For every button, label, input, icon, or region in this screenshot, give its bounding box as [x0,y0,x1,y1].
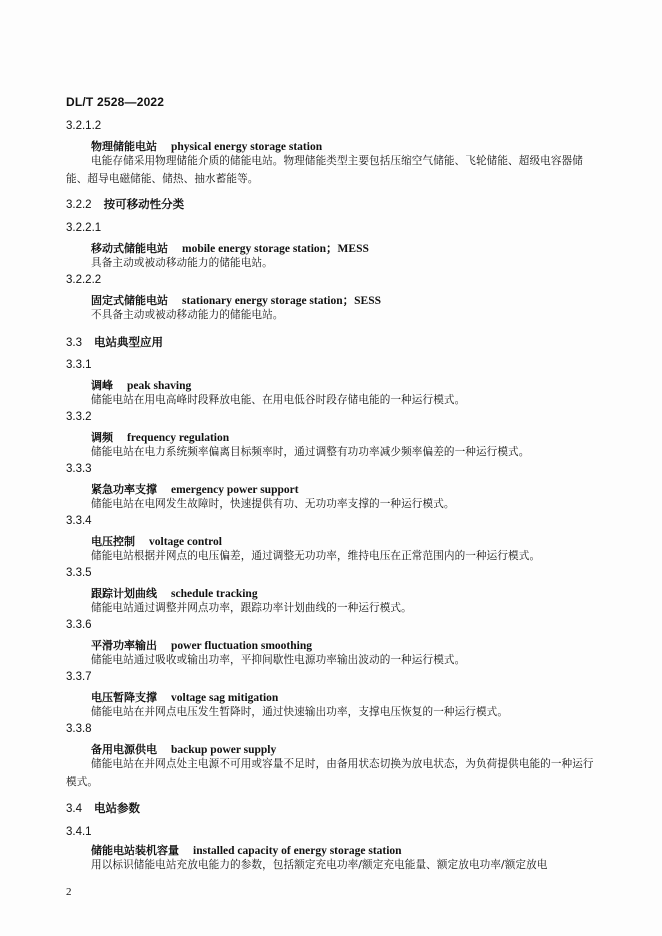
term-definition: 用以标识储能电站充放电能力的参数，包括额定充电功率/额定充电能量、额定放电功率/额定放电 [91,859,548,871]
term-chinese: 固定式储能电站 [91,294,168,307]
term-english: frequency regulation [127,432,230,444]
section-title: 电站典型应用 [94,335,163,349]
clause-number: 3.2.1.2 [66,120,102,132]
term-definition: 具备主动或被动移动能力的储能电站。 [91,257,273,269]
term-definition: 储能电站在电网发生故障时，快速提供有功、无功功率支撑的一种运行模式。 [91,498,455,510]
term-chinese: 备用电源供电 [91,743,157,756]
term-chinese: 电压控制 [91,535,135,548]
term-english: voltage sag mitigation [171,692,279,704]
clause-number: 3.3.8 [66,723,92,735]
section-heading [66,800,140,816]
clause-number: 3.3.5 [66,567,92,579]
clause-number: 3.4.1 [66,826,92,838]
clause-number: 3.2.2.2 [66,274,102,286]
term-chinese: 跟踪计划曲线 [91,587,157,600]
term-definition: 电能存储采用物理储能介质的储能电站。物理储能类型主要包括压缩空气储能、飞轮储能、超级电容器储能、超导电磁储能、储热、抽水蓄能等。 [66,155,583,185]
term-definition: 储能电站在并网点电压发生暂降时，通过快速输出功率，支撑电压恢复的一种运行模式。 [91,706,509,718]
term-english: physical energy storage station [171,141,323,153]
clause-number: 3.3.4 [66,515,92,527]
term-chinese: 调峰 [91,379,113,392]
section-number: 3.2.2 [66,199,92,211]
term-definition: 储能电站在用电高峰时段释放电能、在用电低谷时段存储电能的一种运行模式。 [91,394,466,406]
clause-number: 3.3.7 [66,671,92,683]
term-definition: 不具备主动或被动移动能力的储能电站。 [91,309,284,321]
term-chinese: 调频 [91,431,113,444]
clause-number: 3.2.2.1 [66,222,102,234]
term-english: backup power supply [171,744,277,756]
term-english: schedule tracking [171,588,258,600]
section-title: 电站参数 [94,801,140,815]
term-chinese: 储能电站装机容量 [91,844,179,857]
term-english: voltage control [149,536,222,548]
standard-code: DL/T 2528—2022 [66,95,165,109]
term-chinese: 平滑功率输出 [91,639,157,652]
term-english: mobile energy storage station；MESS [182,243,369,255]
term-english: emergency power support [171,484,299,496]
section-number: 3.4 [66,803,82,815]
term-english: peak shaving [127,380,192,392]
section-heading [66,334,163,350]
term-definition: 储能电站通过调整并网点功率，跟踪功率计划曲线的一种运行模式。 [91,602,412,614]
term-chinese: 物理储能电站 [91,140,157,153]
clause-number: 3.3.3 [66,463,92,475]
term-english: power fluctuation smoothing [171,640,312,652]
section-heading [66,196,184,212]
term-definition: 储能电站通过吸收或输出功率，平抑间歇性电源功率输出波动的一种运行模式。 [91,654,466,666]
clause-number: 3.3.2 [66,411,92,423]
term-definition: 储能电站在电力系统频率偏离目标频率时，通过调整有功功率减少频率偏差的一种运行模式。 [91,446,530,458]
term-definition: 储能电站在并网点处主电源不可用或容量不足时，由备用状态切换为放电状态，为负荷提供电能的一种运行模式。 [66,758,594,788]
section-title: 按可移动性分类 [103,197,185,211]
clause-number: 3.3.1 [66,359,92,371]
term-chinese: 电压暂降支撑 [91,691,157,704]
term-definition: 储能电站根据并网点的电压偏差，通过调整无功功率，维持电压在正常范围内的一种运行模式。 [91,550,541,562]
term-chinese: 紧急功率支撑 [91,483,157,496]
term-english: installed capacity of energy storage station [193,845,402,857]
page-number: 2 [66,886,72,898]
clause-number: 3.3.6 [66,619,92,631]
term-chinese: 移动式储能电站 [91,242,168,255]
section-number: 3.3 [66,337,82,349]
term-english: stationary energy storage station；SESS [182,295,382,307]
